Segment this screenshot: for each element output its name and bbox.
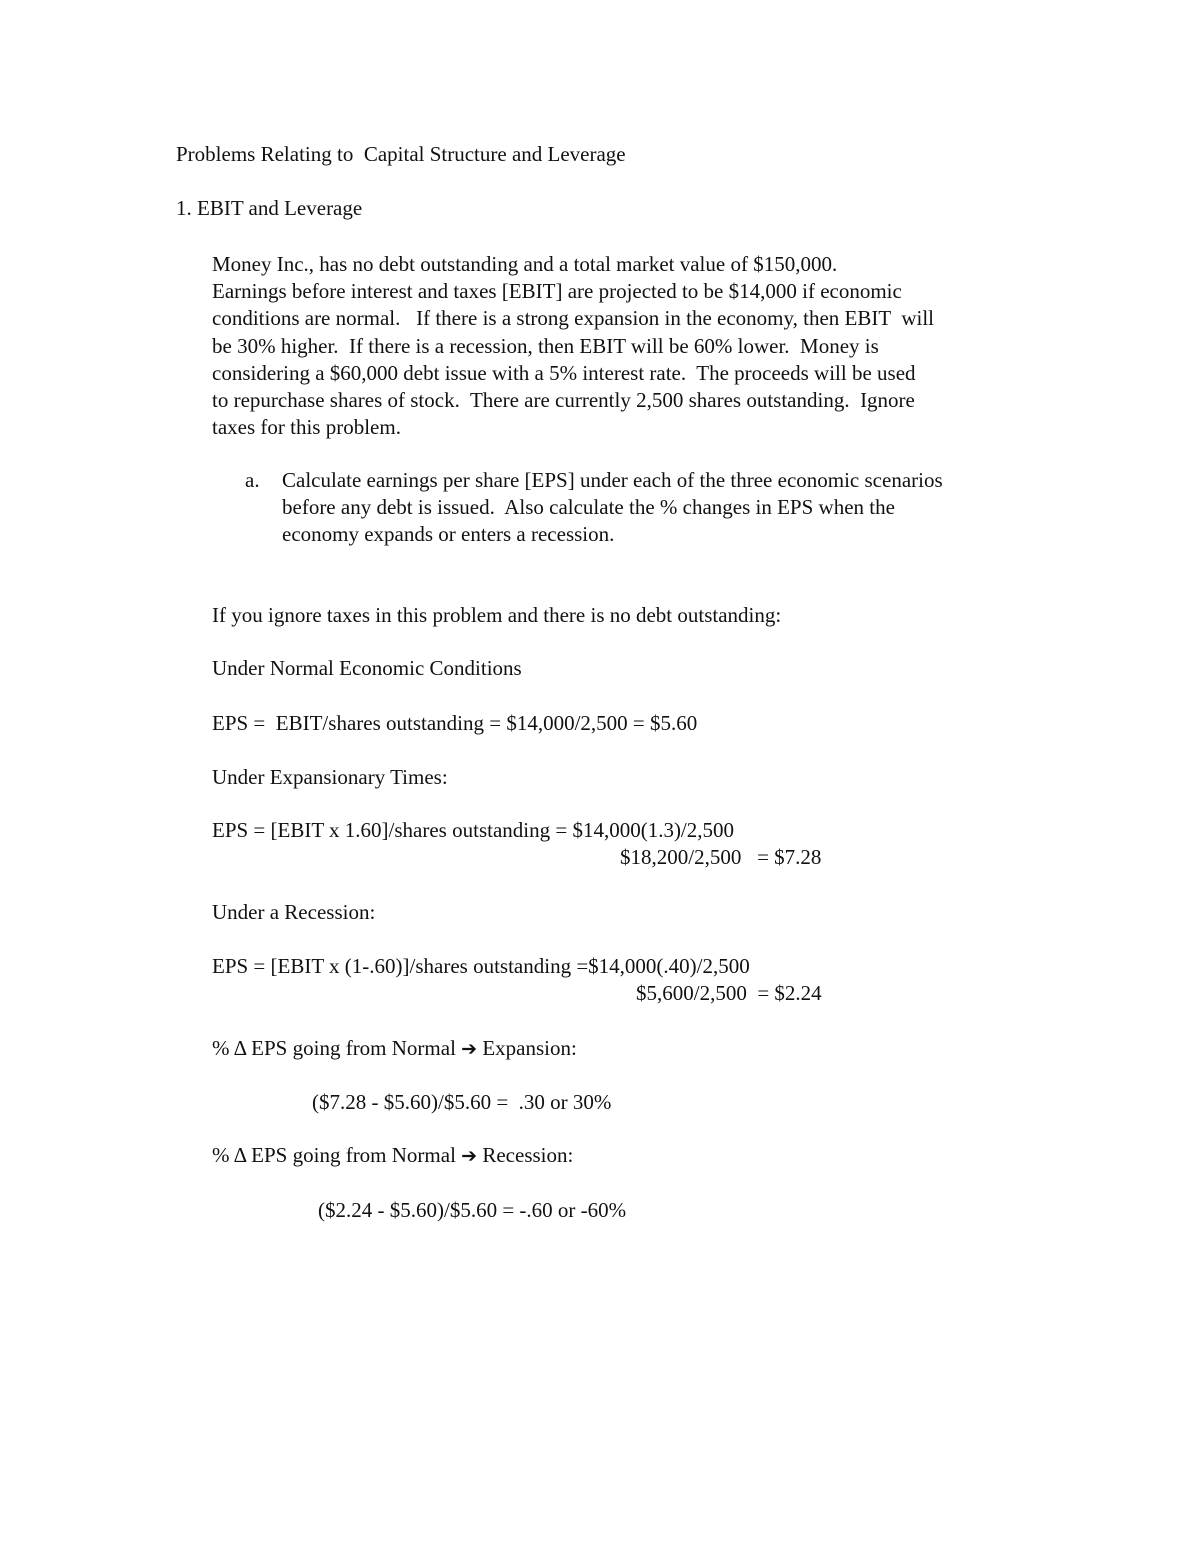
- document-title: Problems Relating to Capital Structure and Leverage: [176, 142, 626, 166]
- section-heading: 1. EBIT and Leverage: [176, 196, 363, 220]
- problem-line: Earnings before interest and taxes [EBIT] are projected to be $14,000 if economic: [212, 279, 902, 304]
- expansion-eps-equation: EPS = [EBIT x 1.60]/shares outstanding = $14,000(1.3)/2,500: [212, 818, 735, 842]
- change-recession-suffix: Recession:: [482, 1143, 574, 1167]
- item-a-line: before any debt is issued. Also calculate the % changes in EPS when the: [282, 495, 895, 519]
- recession-eps-equation: EPS = [EBIT x (1-.60)]/shares outstanding =$14,000(.40)/2,500: [212, 954, 750, 978]
- recession-eps-result: $5,600/2,500 = $2.24: [636, 981, 822, 1005]
- normal-heading: Under Normal Economic Conditions: [212, 656, 522, 680]
- expansion-heading: Under Expansionary Times:: [212, 765, 448, 789]
- change-recession-prefix: % Δ EPS going from Normal: [212, 1143, 456, 1167]
- item-a-line: Calculate earnings per share [EPS] under each of the three economic scenarios: [282, 468, 943, 492]
- recession-heading: Under a Recession:: [212, 900, 376, 924]
- problem-line: to repurchase shares of stock. There are currently 2,500 shares outstanding. Ignore: [212, 387, 915, 412]
- problem-line: taxes for this problem.: [212, 415, 401, 440]
- solution-intro: If you ignore taxes in this problem and there is no debt outstanding:: [212, 603, 782, 627]
- problem-line: considering a $60,000 debt issue with a 5% interest rate. The proceeds will be used: [212, 360, 916, 385]
- problem-line: conditions are normal. If there is a strong expansion in the economy, then EBIT will: [212, 306, 934, 331]
- change-expansion-calc: ($7.28 - $5.60)/$5.60 = .30 or 30%: [312, 1090, 612, 1114]
- arrow-right-icon: ➔: [461, 1038, 478, 1060]
- change-recession-label: [212, 1142, 573, 1170]
- problem-line: Money Inc., has no debt outstanding and a total market value of $150,000.: [212, 252, 838, 276]
- change-expansion-label: [212, 1035, 577, 1063]
- problem-statement: [212, 251, 1042, 441]
- item-a-line: economy expands or enters a recession.: [282, 522, 615, 546]
- change-expansion-suffix: Expansion:: [482, 1036, 577, 1060]
- problem-line: be 30% higher. If there is a recession, then EBIT will be 60% lower. Money is: [212, 333, 879, 358]
- arrow-right-icon: ➔: [461, 1145, 478, 1167]
- change-recession-calc: ($2.24 - $5.60)/$5.60 = -.60 or -60%: [318, 1198, 627, 1222]
- item-a-label: a.: [245, 468, 260, 492]
- item-a-text: [282, 467, 1042, 548]
- normal-eps-equation: EPS = EBIT/shares outstanding = $14,000/2,500 = $5.60: [212, 711, 698, 735]
- expansion-eps-result: $18,200/2,500 = $7.28: [620, 845, 822, 869]
- change-expansion-prefix: % Δ EPS going from Normal: [212, 1036, 456, 1060]
